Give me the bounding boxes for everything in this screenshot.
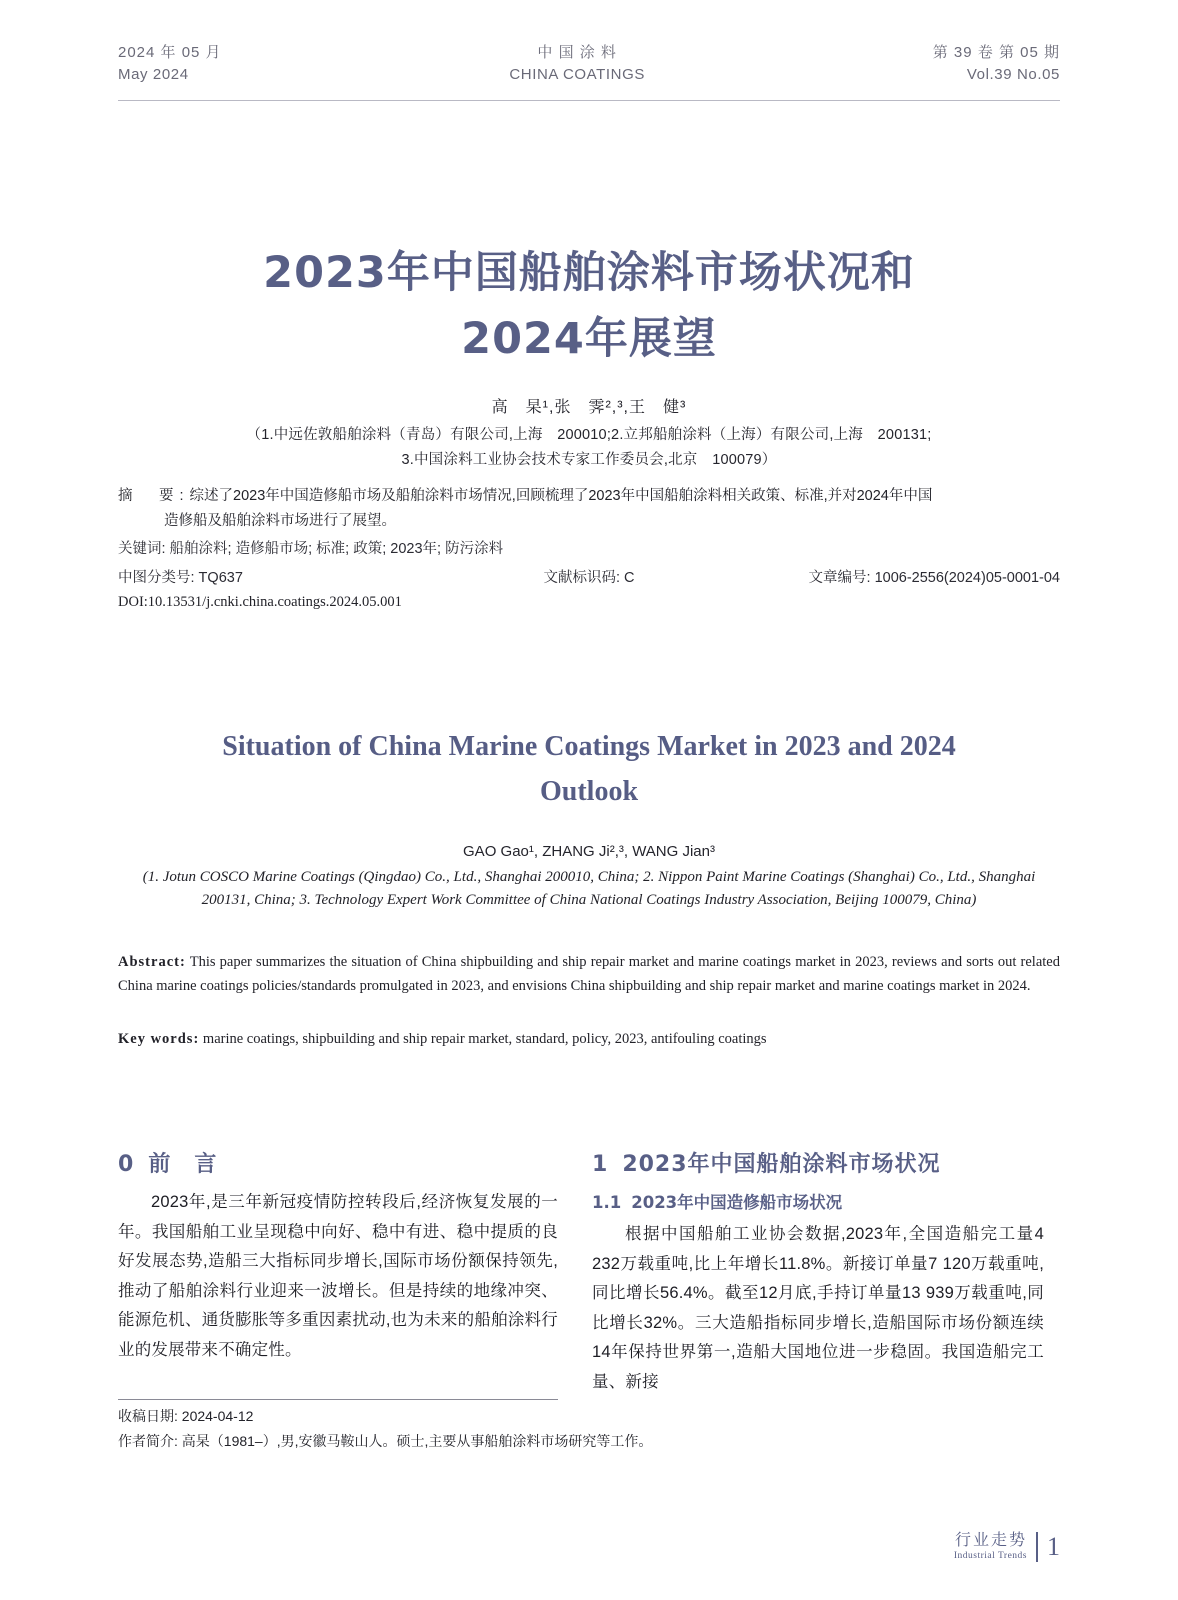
- keywords-zh: 关键词: 船舶涂料; 造修船市场; 标准; 政策; 2023年; 防污涂料: [118, 541, 504, 557]
- volume-issue-en: Vol.39 No.05: [966, 66, 1060, 83]
- affiliation-zh-line2: 3.中国涂料工业协会技术专家工作委员会,北京 100079）: [401, 452, 777, 468]
- volume-issue-zh: 第 39 卷 第 05 期: [932, 44, 1060, 61]
- affiliation-zh-line1: （1.中远佐敦船舶涂料（青岛）有限公司,上海 200010;2.立邦船舶涂料（上海）有限公司,上海 200131;: [246, 427, 932, 443]
- abstract-en-label: Abstract:: [118, 954, 186, 970]
- running-head: [118, 42, 1060, 94]
- abstract-zh-line1: 综述了2023年中国造修船市场及船舶涂料市场情况,回顾梳理了2023年中国船舶涂料相关政策、标准,并对2024年中国: [189, 488, 933, 504]
- keywords-en-text: marine coatings, shipbuilding and ship repair market, standard, policy, 2023, antifouling coatings: [202, 1031, 767, 1047]
- keywords-en: [118, 1027, 1060, 1051]
- section-heading-1: [592, 1148, 1044, 1182]
- running-head-date-zh: 2024 年 05 月: [118, 44, 222, 61]
- body-column-right: [592, 1148, 1044, 1397]
- folio-section-labels: [954, 1532, 1027, 1561]
- authors-en: GAO Gao¹, ZHANG Ji²,³, WANG Jian³: [463, 843, 715, 860]
- authors-zh: 高 杲¹,张 霁²,³,王 健³: [491, 399, 687, 416]
- abstract-en: [118, 950, 1060, 998]
- article-number: 文章编号: 1006-2556(2024)05-0001-04: [808, 570, 1060, 586]
- running-head-right: [933, 42, 1060, 86]
- page-title-en-line1: Situation of China Marine Coatings Market in 2023 and 2024: [222, 731, 956, 762]
- document-code: 文献标识码: C: [543, 570, 635, 586]
- folio-section-zh: 行业走势: [954, 1532, 1027, 1550]
- affiliations-en: (1. Jotun COSCO Marine Coatings (Qingdao) Co., Ltd., Shanghai 200010, China; 2. Nippon Paint Marine Coatings (Shanghai) Co., Ltd., Shanghai 200131, China; 3. Technology Expert Work Committee of China National Coatings Industry Association, Beijing 100079, China): [142, 869, 1036, 908]
- page-title-zh-line1: 2023年中国船舶涂料市场状况和: [263, 248, 915, 298]
- section-heading-1-number: 1: [592, 1152, 609, 1177]
- page-title-zh-line2: 2024年展望: [461, 314, 717, 364]
- folio: [954, 1532, 1060, 1562]
- section-heading-1-1-text: 2023年中国造修船市场状况: [631, 1193, 843, 1212]
- abstract-zh-label: 摘 要:: [118, 488, 190, 504]
- doi-text: DOI:10.13531/j.cnki.china.coatings.2024.05.001: [118, 594, 402, 610]
- affiliations-zh: [118, 423, 1060, 473]
- running-head-date-en: May 2024: [118, 66, 189, 83]
- section-heading-0-number: 0: [118, 1152, 135, 1177]
- page-number: 1: [1047, 1532, 1060, 1561]
- abstract-en-text: This paper summarizes the situation of China shipbuilding and ship repair market and marine coatings market in 2023, reviews and sorts out related China marine coatings policies/standards promulgated in 2023, and envisions China shipbuilding and ship repair market and marine coatings market in 2024.: [118, 954, 1060, 994]
- section-heading-1-1-number: 1.1: [592, 1193, 622, 1212]
- body-column-left: [118, 1148, 558, 1365]
- footnote-block: [118, 1404, 1060, 1454]
- journal-name-en: CHINA COATINGS: [509, 66, 645, 83]
- footnote-author-bio: 作者简介: 高杲（1981–）,男,安徽马鞍山人。硕士,主要从事船舶涂料市场研究等工作。: [118, 1433, 653, 1449]
- footnote-received-date: 收稿日期: 2024-04-12: [118, 1408, 254, 1424]
- classification-codes: [118, 566, 1060, 591]
- keywords-en-label: Key words:: [118, 1031, 200, 1047]
- section-heading-0-text: 前 言: [148, 1152, 218, 1177]
- abstract-zh-line2: 造修船及船舶涂料市场进行了展望。: [164, 513, 396, 529]
- page-title-zh: [118, 240, 1060, 372]
- folio-section-en: Industrial Trends: [953, 1550, 1027, 1561]
- clc-number: 中图分类号: TQ637: [118, 570, 243, 586]
- page-title-en-line2: Outlook: [539, 776, 639, 807]
- journal-name-zh: 中 国 涂 料: [537, 44, 617, 61]
- section-heading-0: [118, 1148, 558, 1182]
- folio-divider-bar: [1036, 1532, 1038, 1562]
- section-1-1-paragraph-1: 根据中国船舶工业协会数据,2023年,全国造船完工量4 232万载重吨,比上年增长11.8%。新接订单量7 120万载重吨,同比增长56.4%。截至12月底,手持订单量13 939万载重吨,同比增长32%。三大造船指标同步增长,造船国际市场份额连续14年保持世界第一,造船大国地位进一步稳固。我国造船完工量、新接: [592, 1225, 1044, 1391]
- page-title-en: [118, 724, 1060, 814]
- footnote-divider: [118, 1399, 558, 1400]
- running-head-left: [118, 42, 222, 86]
- running-head-center: [509, 42, 645, 86]
- section-heading-1-1: [592, 1188, 1044, 1218]
- abstract-zh: [118, 484, 1060, 534]
- section-0-paragraph-1: 2023年,是三年新冠疫情防控转段后,经济恢复发展的一年。我国船舶工业呈现稳中向好、稳中有进、稳中提质的良好发展态势,造船三大指标同步增长,国际市场份额保持领先,推动了船舶涂料行业迎来一波增长。但是持续的地缘冲突、能源危机、通货膨胀等多重因素扰动,也为未来的船舶涂料行业的发展带来不确定性。: [118, 1193, 558, 1359]
- running-head-divider: [118, 100, 1060, 101]
- section-heading-1-text: 2023年中国船舶涂料市场状况: [622, 1152, 941, 1177]
